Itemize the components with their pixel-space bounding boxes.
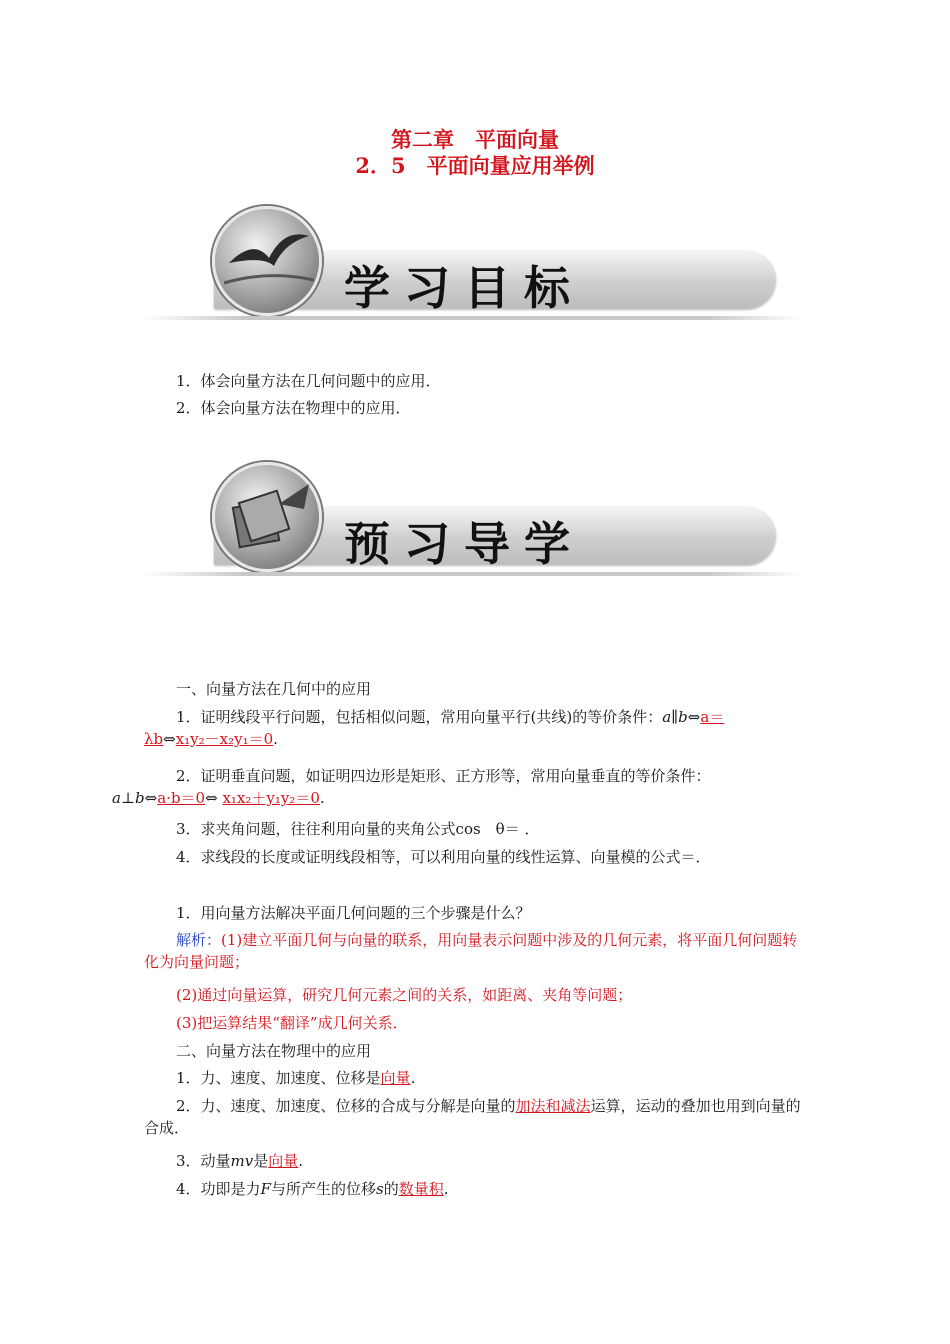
- chapter-title: 第二章 平面向量: [391, 127, 559, 152]
- answer-2: (2)通过向量运算，研究几何元素之间的关系，如距离、夹角等问题；: [176, 986, 633, 1004]
- section-title: 2．5 平面向量应用举例: [355, 153, 595, 178]
- goal-1: 1．体会向量方法在几何问题中的应用．: [176, 372, 441, 390]
- part1-item3: 3．求夹角问题，往往利用向量的夹角公式cos θ＝ ．: [176, 820, 540, 838]
- part1-item2: 2．证明垂直问题，如证明四边形是矩形、正方形等，常用向量垂直的等价条件： a⊥b⇔a·b＝0⇔ x₁x₂＋y₁y₂＝0.: [112, 767, 711, 807]
- books-icon: [224, 474, 314, 554]
- answer-blank: 数量积: [398, 1180, 444, 1198]
- part1-item1: 1．证明线段平行问题，包括相似问题，常用向量平行(共线)的等价条件：a∥b⇔a＝ λb⇔x₁y₂－x₂y₁＝0.: [144, 708, 725, 748]
- banner-text: 预习导学: [344, 517, 584, 571]
- answer-blank: a＝: [700, 708, 725, 726]
- part1-heading: 一、向量方法在几何中的应用: [176, 680, 372, 698]
- answer-label: 解析：: [176, 931, 222, 949]
- answer-3: (3)把运算结果“翻译”成几何关系．: [176, 1014, 408, 1032]
- question: 1．用向量方法解决平面几何问题的三个步骤是什么？: [176, 904, 531, 922]
- part2-item2: 2．力、速度、加速度、位移的合成与分解是向量的加法和减法运算，运动的叠加也用到向量的合成．: [144, 1097, 801, 1137]
- banner-text: 学习目标: [344, 261, 584, 315]
- answer-1: 解析：(1)建立平面几何与向量的联系，用向量表示问题中涉及的几何元素，将平面几何问题转化为向量问题；: [144, 931, 798, 971]
- learning-goals-banner: [144, 206, 804, 326]
- part2-item3: 3．动量mv是向量.: [176, 1152, 304, 1170]
- seagull-icon: [224, 218, 314, 298]
- answer-blank: 加法和减法: [515, 1097, 591, 1115]
- answer-blank: a·b＝0: [157, 789, 206, 807]
- part1-item4: 4．求线段的长度或证明线段相等，可以利用向量的线性运算、向量模的公式＝．: [176, 848, 711, 866]
- part2-item4: 4．功即是力F与所产生的位移s的数量积.: [176, 1180, 449, 1198]
- preview-banner: [144, 462, 804, 582]
- answer-blank: x₁x₂＋y₁y₂＝0: [222, 789, 320, 807]
- part2-item1: 1．力、速度、加速度、位移是向量.: [176, 1069, 416, 1087]
- answer-blank: 向量: [268, 1152, 299, 1170]
- goal-2: 2．体会向量方法在物理中的应用．: [176, 399, 411, 417]
- answer-blank: λb: [144, 730, 164, 748]
- answer-blank: x₁y₂－x₂y₁＝0: [175, 730, 274, 748]
- part2-heading: 二、向量方法在物理中的应用: [176, 1042, 372, 1060]
- answer-blank: 向量: [380, 1069, 411, 1087]
